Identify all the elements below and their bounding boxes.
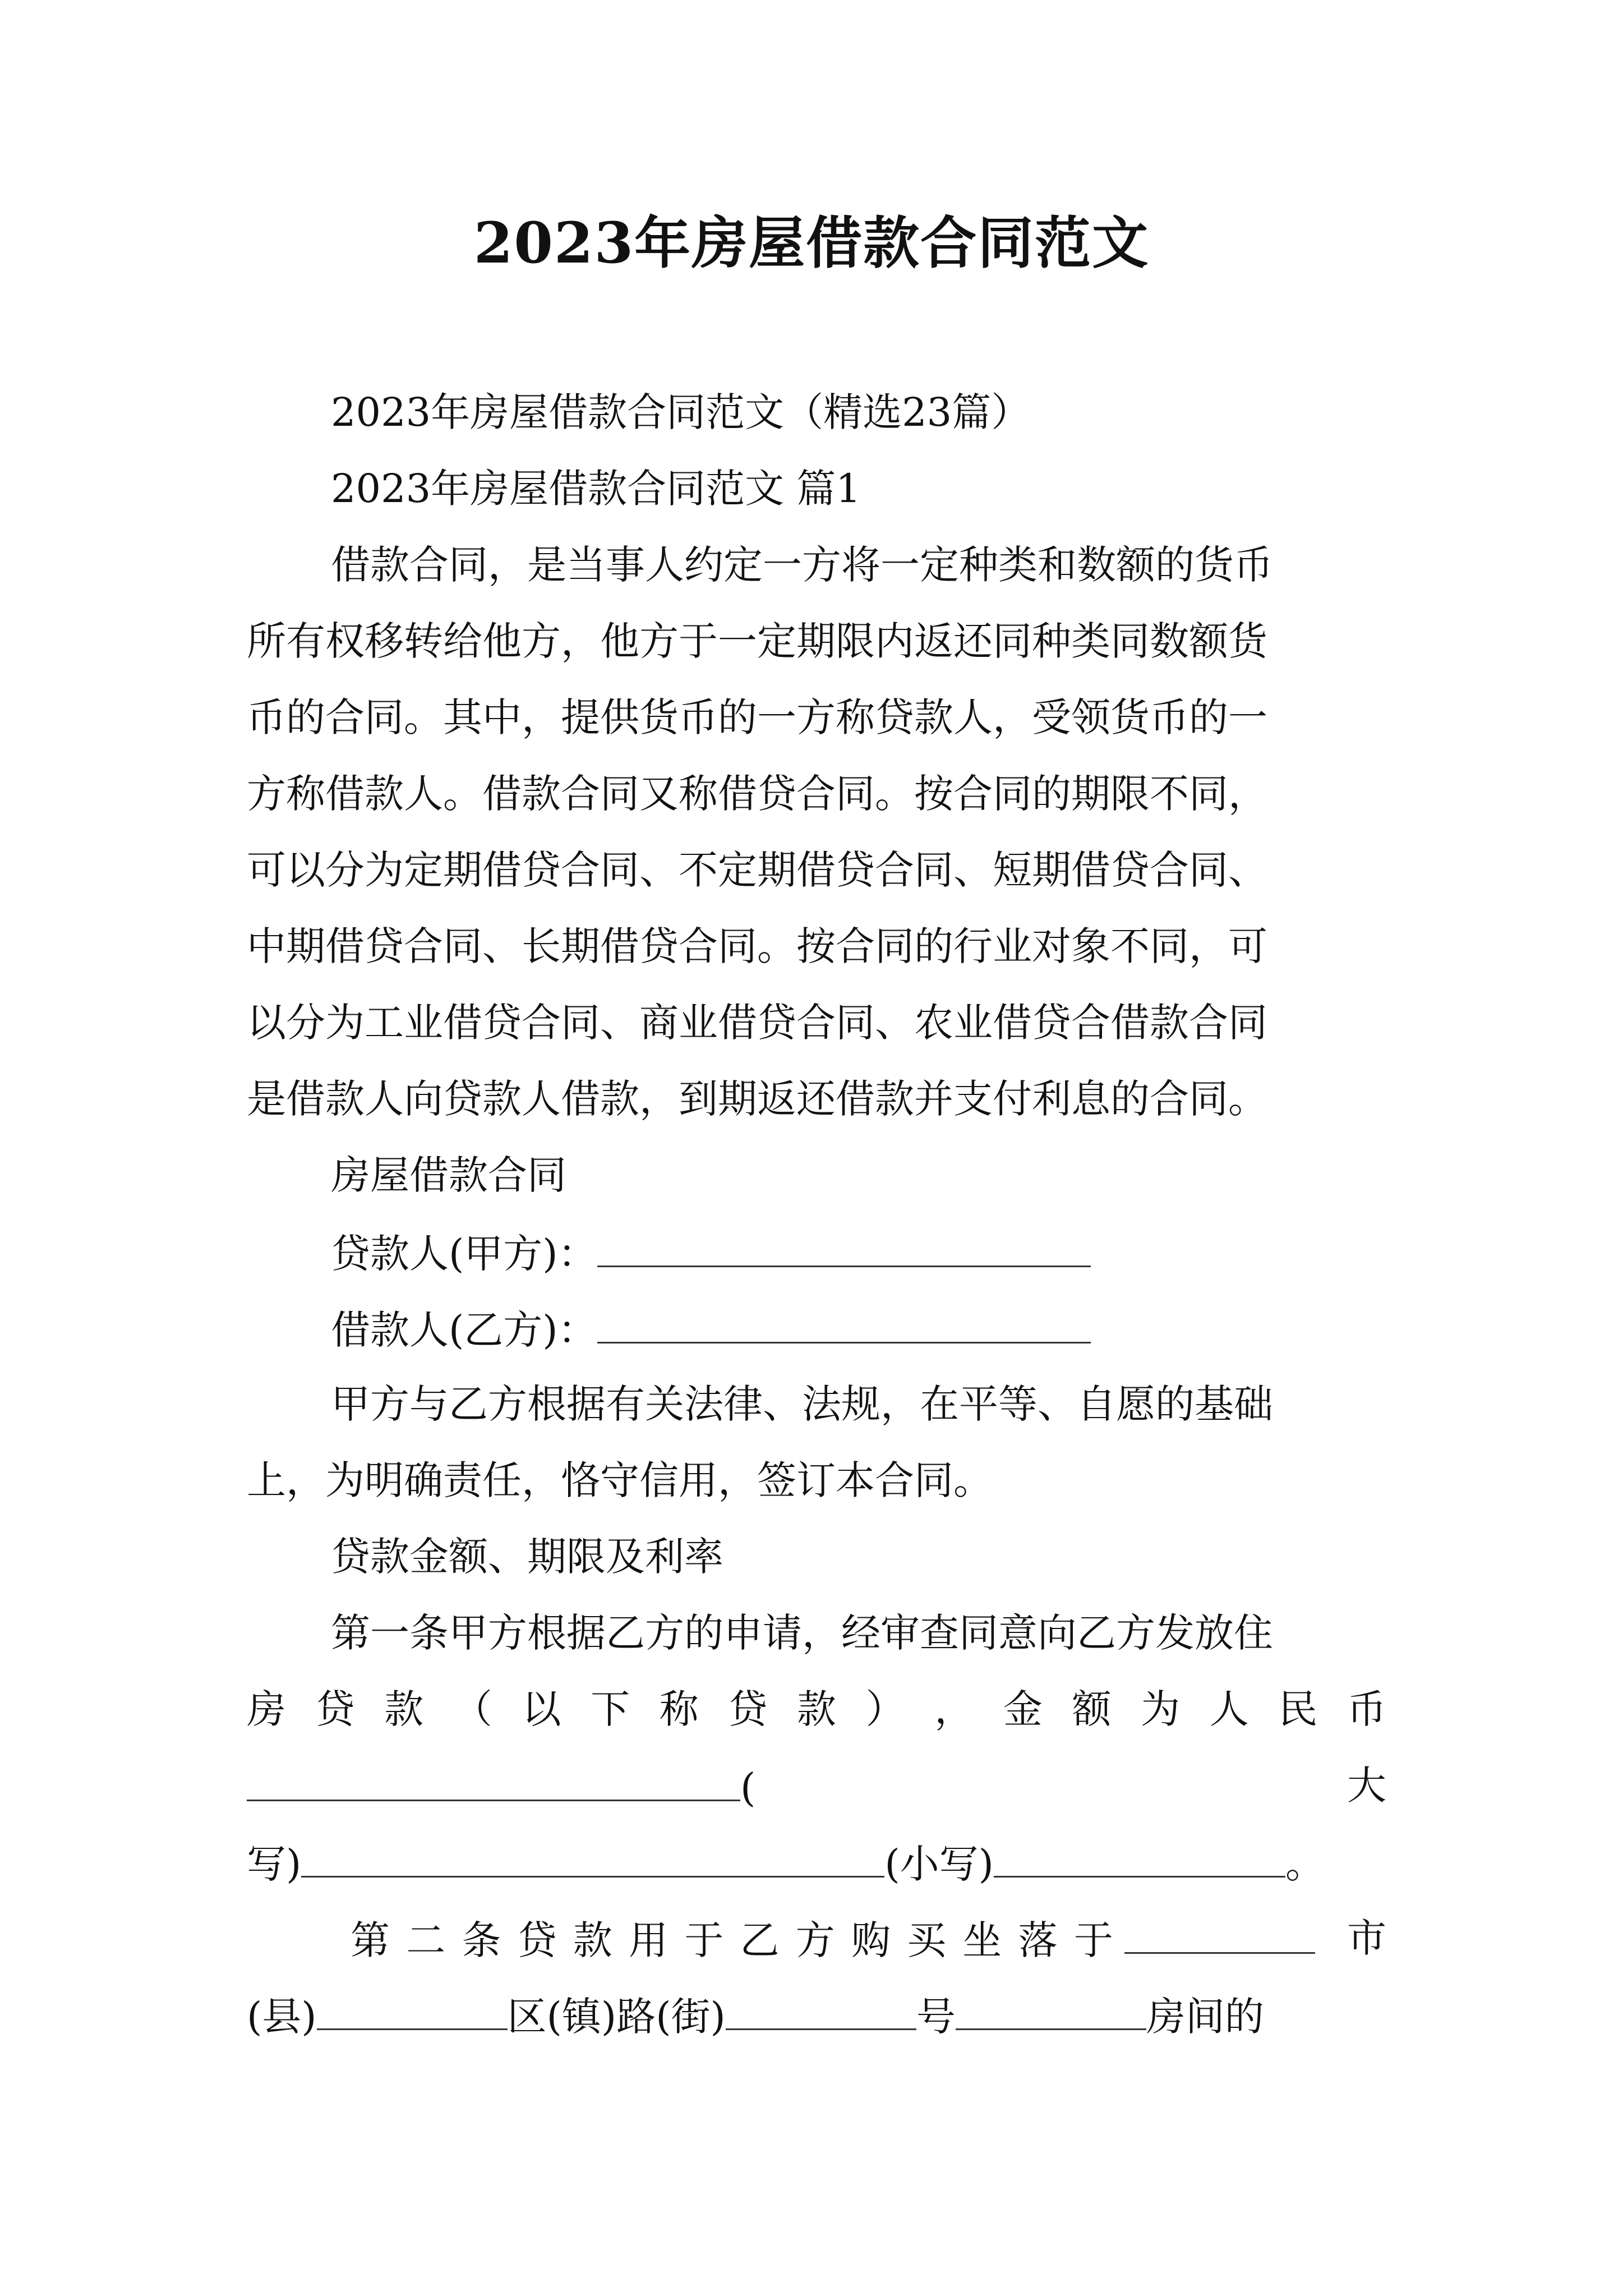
district-blank	[317, 1989, 508, 2030]
article1-char: 额	[1072, 1686, 1112, 1732]
contract-heading: 房屋借款合同	[331, 1152, 566, 1198]
article1-char: ）	[865, 1686, 905, 1732]
article2-char: 坐	[962, 1917, 1002, 1963]
number-label: 号	[916, 1994, 956, 2040]
article2-char: 于	[684, 1917, 724, 1963]
article1-spread-line	[247, 1684, 1386, 1734]
paragraph-line: 上，为明确责任，恪守信用，签订本合同。	[247, 1457, 993, 1503]
article1-char: 贷	[315, 1686, 355, 1732]
amount-daxie-start: 大	[1347, 1763, 1386, 1809]
article2-char: 购	[851, 1917, 891, 1963]
borrower-row	[331, 1303, 1386, 1355]
article2-address-line	[247, 1989, 1386, 2042]
section-line: 2023年房屋借款合同范文 篇1	[331, 466, 861, 512]
article2-char: 乙	[740, 1917, 780, 1963]
daxie-blank	[301, 1837, 884, 1878]
room-label: 房间的	[1146, 1994, 1264, 2040]
article1-line: 第一条甲方根据乙方的申请，经审查同意向乙方发放住	[331, 1610, 1273, 1656]
daxie-end: 写)	[247, 1841, 302, 1887]
article1-char: 贷	[728, 1686, 768, 1732]
article2-char: 贷	[517, 1917, 557, 1963]
subtitle-line: 2023年房屋借款合同范文（精选23篇）	[331, 389, 1031, 435]
article1-char: 款	[797, 1686, 836, 1732]
article2-line	[351, 1913, 1386, 1966]
article1-char: 为	[1141, 1686, 1181, 1732]
article2-char: 款	[573, 1917, 612, 1963]
paragraph-line: 所有权移转给他方，他方于一定期限内返还同种类同数额货	[247, 618, 1267, 664]
amount-blank	[247, 1760, 740, 1801]
lender-row	[331, 1226, 1386, 1279]
amount-paren: (	[740, 1765, 756, 1811]
article2-char: 二	[406, 1917, 446, 1963]
road-label: 区(镇)路(街)	[507, 1994, 726, 2040]
room-blank	[956, 1989, 1146, 2030]
lender-blank	[597, 1226, 1091, 1267]
city-blank	[1124, 1913, 1315, 1954]
street-blank	[726, 1989, 916, 2030]
article1-amount-line	[247, 1760, 1386, 1813]
city-label: 市	[1347, 1915, 1386, 1961]
article1-char: 下	[591, 1686, 630, 1732]
xiaoxie-label: (小写)	[884, 1841, 994, 1887]
article1-char: 称	[659, 1686, 699, 1732]
paragraph-line: 借款合同，是当事人约定一方将一定种类和数额的货币	[331, 542, 1273, 588]
paragraph-line: 是借款人向贷款人借款，到期返还借款并支付利息的合同。	[247, 1076, 1267, 1122]
paragraph-line: 方称借款人。借款合同又称借贷合同。按合同的期限不同，	[247, 771, 1267, 817]
article2-char: 买	[907, 1917, 947, 1963]
article1-char: （	[453, 1686, 492, 1732]
article2-char: 落	[1018, 1917, 1058, 1963]
article1-char: 币	[1347, 1686, 1386, 1732]
paragraph-line: 中期借贷合同、长期借贷合同。按合同的行业对象不同，可	[247, 923, 1267, 969]
xiaoxie-blank	[994, 1837, 1285, 1878]
paragraph-line: 可以分为定期借贷合同、不定期借贷合同、短期借贷合同、	[247, 847, 1267, 893]
article1-char: 款	[384, 1686, 424, 1732]
article1-char: 以	[522, 1686, 561, 1732]
article2-text	[351, 1915, 1113, 1966]
article2-char: 条	[462, 1917, 501, 1963]
article2-char: 于	[1073, 1917, 1113, 1963]
paragraph-line: 以分为工业借贷合同、商业借贷合同、农业借贷合借款合同	[247, 1000, 1267, 1046]
paragraph-line: 甲方与乙方根据有关法律、法规，在平等、自愿的基础	[331, 1381, 1273, 1427]
article1-char: 金	[1003, 1686, 1043, 1732]
period: 。	[1285, 1841, 1325, 1887]
county-label: (县)	[247, 1994, 317, 2040]
article1-char: ，	[934, 1686, 974, 1732]
section-heading: 贷款金额、期限及利率	[331, 1534, 723, 1580]
article1-char: 民	[1278, 1686, 1318, 1732]
article2-char: 方	[795, 1917, 835, 1963]
document-title: 2023年房屋借款合同范文	[473, 210, 1150, 276]
article1-amount-line-2	[247, 1837, 1386, 1889]
article2-char: 第	[351, 1917, 390, 1963]
borrower-blank	[597, 1303, 1091, 1343]
lender-label: 贷款人(甲方)：	[331, 1231, 597, 1277]
paragraph-line: 币的合同。其中，提供货币的一方称贷款人，受领货币的一	[247, 694, 1267, 740]
article1-char: 人	[1209, 1686, 1249, 1732]
borrower-label: 借款人(乙方)：	[331, 1307, 597, 1353]
article1-char: 房	[247, 1686, 286, 1732]
article2-char: 用	[629, 1917, 668, 1963]
